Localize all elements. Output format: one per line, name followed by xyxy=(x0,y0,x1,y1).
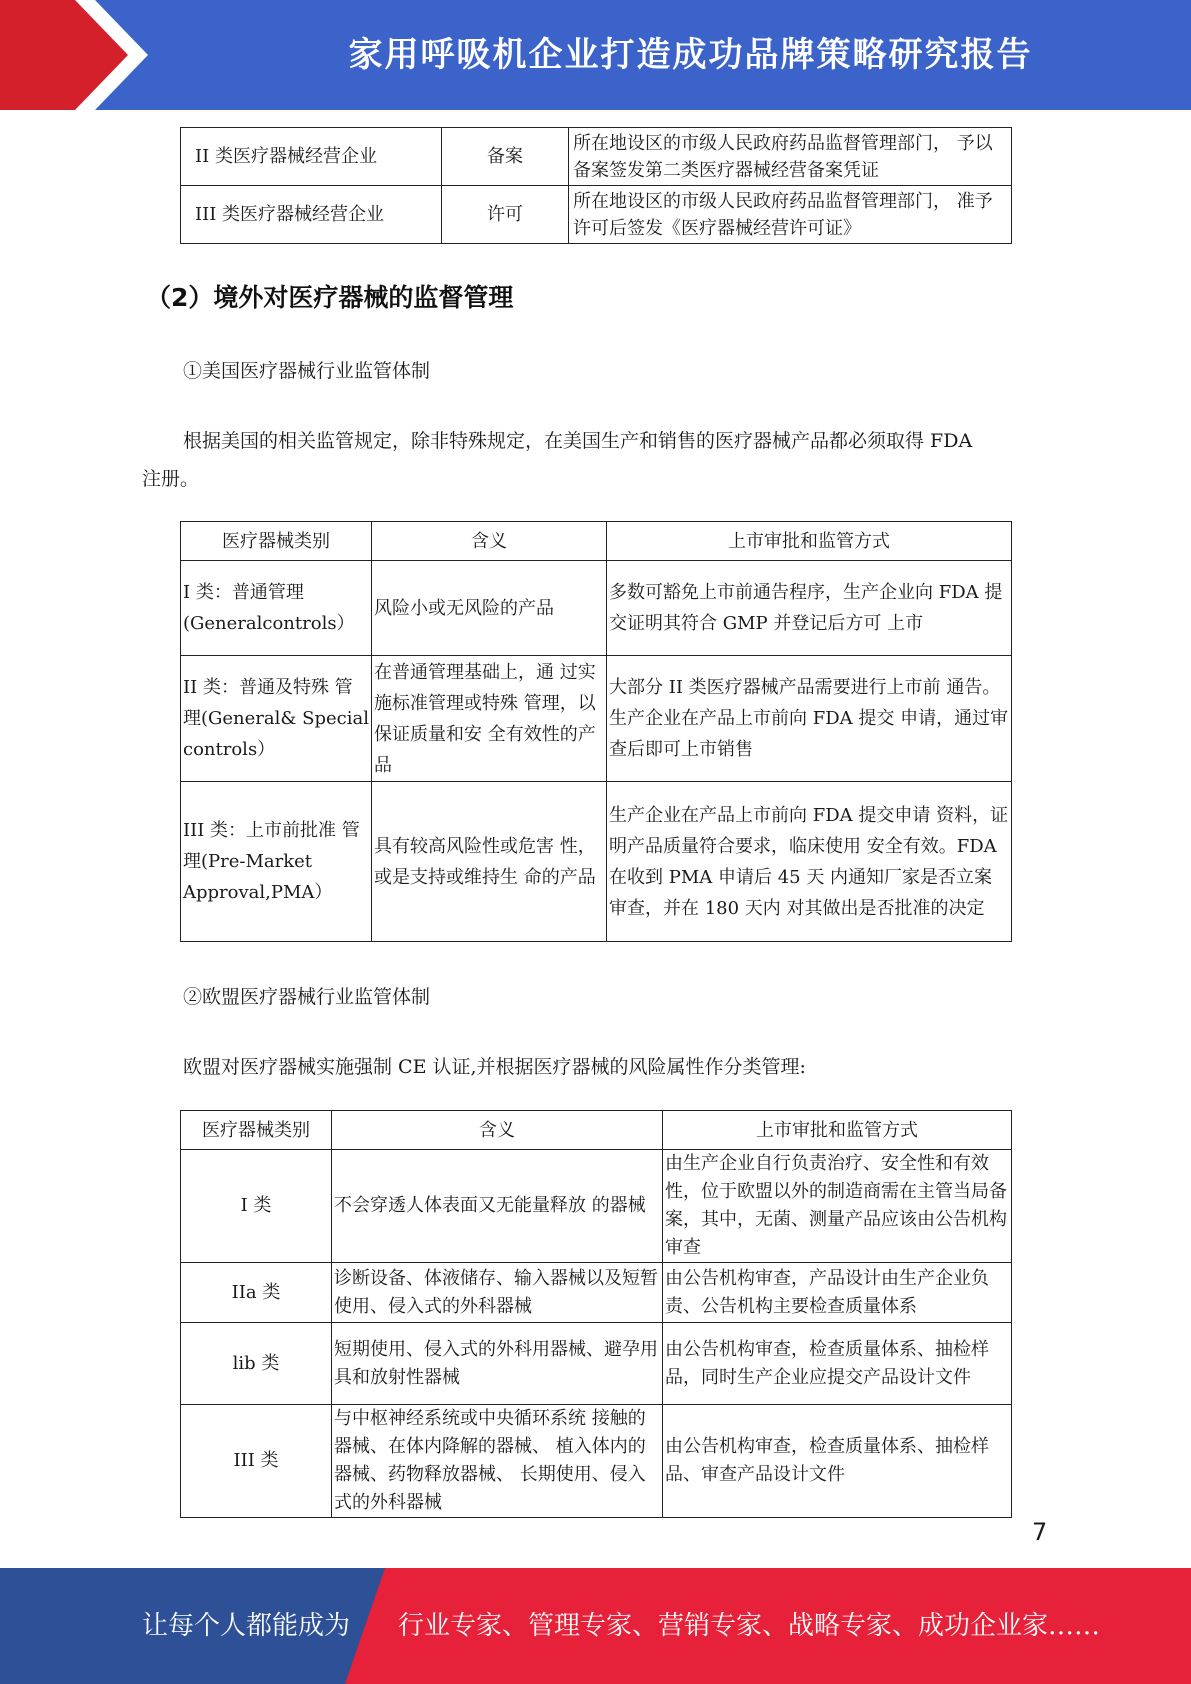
table-row xyxy=(181,656,1012,782)
table-cell: IIa 类 xyxy=(181,1263,332,1323)
table-row xyxy=(181,561,1012,656)
table-cell: 生产企业在产品上市前向 FDA 提交申请 资料，证明产品质量符合要求，临床使用 安全有效。FDA 在收到 PMA 申请后 45 天 内通知厂家是否立案审查，并在 180 天内 对其做出是否批准的决定 xyxy=(607,782,1012,942)
table-cell: 与中枢神经系统或中央循环系统 接触的器械、在体内降解的器械、 植入体内的器械、药物释放器械、 长期使用、侵入式的外科器械 xyxy=(332,1405,663,1518)
table-cell: 风险小或无风险的产品 xyxy=(372,561,607,656)
footer-slogan-right: 行业专家、管理专家、营销专家、战略专家、成功企业家…… xyxy=(398,1611,1101,1641)
table-cell: 大部分 II 类医疗器械产品需要进行上市前 通告。生产企业在产品上市前向 FDA 提交 申请，通过审查后即可上市销售 xyxy=(607,656,1012,782)
table-cell: 由生产企业自行负责治疗、安全性和有效性，位于欧盟以外的制造商需在主管当局备案，其中，无菌、测量产品应该由公告机构审查 xyxy=(663,1150,1012,1263)
domestic-business-table xyxy=(180,127,1012,244)
header-title: 家用呼吸机企业打造成功品牌策略研究报告 xyxy=(348,35,1033,75)
table-cell: I 类 xyxy=(181,1150,332,1263)
us-subsection-title: ①美国医疗器械行业监管体制 xyxy=(183,360,431,382)
table-row xyxy=(181,1405,1012,1518)
table-cell: 不会穿透人体表面又无能量释放 的器械 xyxy=(332,1150,663,1263)
table-cell: III 类 xyxy=(181,1405,332,1518)
column-header: 含义 xyxy=(372,522,607,561)
table-cell: 诊断设备、体液储存、输入器械以及短暂使用、侵入式的外科器械 xyxy=(332,1263,663,1323)
table-header-row xyxy=(181,522,1012,561)
eu-classification-table xyxy=(180,1110,1012,1518)
column-header: 上市审批和监管方式 xyxy=(663,1111,1012,1150)
eu-subsection-title: ②欧盟医疗器械行业监管体制 xyxy=(183,986,431,1008)
section-heading: （2）境外对医疗器械的监督管理 xyxy=(146,283,514,312)
header-chevron-decoration xyxy=(0,0,160,110)
footer-slogan-left: 让每个人都能成为 xyxy=(142,1611,351,1641)
column-header: 含义 xyxy=(332,1111,663,1150)
table-cell: lib 类 xyxy=(181,1323,332,1405)
table-cell: I 类：普通管理 (Generalcontrols） xyxy=(181,561,372,656)
table-header-row xyxy=(181,1111,1012,1150)
table-row xyxy=(181,1323,1012,1405)
page-footer xyxy=(0,1568,1191,1684)
table-row xyxy=(181,128,1012,186)
table-cell: 多数可豁免上市前通告程序，生产企业向 FDA 提交证明其符合 GMP 并登记后方可 上市 xyxy=(607,561,1012,656)
table-cell: 在普通管理基础上，通 过实施标准管理或特殊 管理，以保证质量和安 全有效性的产品 xyxy=(372,656,607,782)
column-header: 医疗器械类别 xyxy=(181,522,372,561)
table-row xyxy=(181,1150,1012,1263)
table-cell: III 类医疗器械经营企业 xyxy=(181,186,442,244)
table-cell: 由公告机构审查，检查质量体系、抽检样品、审查产品设计文件 xyxy=(663,1405,1012,1518)
table-cell: 许可 xyxy=(442,186,569,244)
table-cell: 短期使用、侵入式的外科用器械、避孕用具和放射性器械 xyxy=(332,1323,663,1405)
table-cell: II 类医疗器械经营企业 xyxy=(181,128,442,186)
column-header: 上市审批和监管方式 xyxy=(607,522,1012,561)
page-number: 7 xyxy=(1032,1518,1048,1546)
table-cell: II 类：普通及特殊 管理(General& Special controls） xyxy=(181,656,372,782)
us-paragraph-line2: 注册。 xyxy=(142,468,200,490)
column-header: 医疗器械类别 xyxy=(181,1111,332,1150)
table-cell: 由公告机构审查，检查质量体系、抽检样品，同时生产企业应提交产品设计文件 xyxy=(663,1323,1012,1405)
eu-paragraph: 欧盟对医疗器械实施强制 CE 认证,并根据医疗器械的风险属性作分类管理: xyxy=(183,1056,806,1078)
table-row xyxy=(181,186,1012,244)
table-cell: 由公告机构审查，产品设计由生产企业负责、公告机构主要检查质量体系 xyxy=(663,1263,1012,1323)
table-row xyxy=(181,782,1012,942)
table-cell: III 类：上市前批准 管理(Pre-Market Approval,PMA） xyxy=(181,782,372,942)
table-cell: 所在地设区的市级人民政府药品监督管理部门， 准予许可后签发《医疗器械经营许可证》 xyxy=(569,186,1012,244)
table-cell: 具有较高风险性或危害 性，或是支持或维持生 命的产品 xyxy=(372,782,607,942)
page-header xyxy=(0,0,1191,110)
us-classification-table xyxy=(180,521,1012,942)
table-cell: 备案 xyxy=(442,128,569,186)
table-row xyxy=(181,1263,1012,1323)
us-paragraph-line1: 根据美国的相关监管规定，除非特殊规定，在美国生产和销售的医疗器械产品都必须取得 FDA xyxy=(183,430,973,452)
table-cell: 所在地设区的市级人民政府药品监督管理部门， 予以备案签发第二类医疗器械经营备案凭证 xyxy=(569,128,1012,186)
